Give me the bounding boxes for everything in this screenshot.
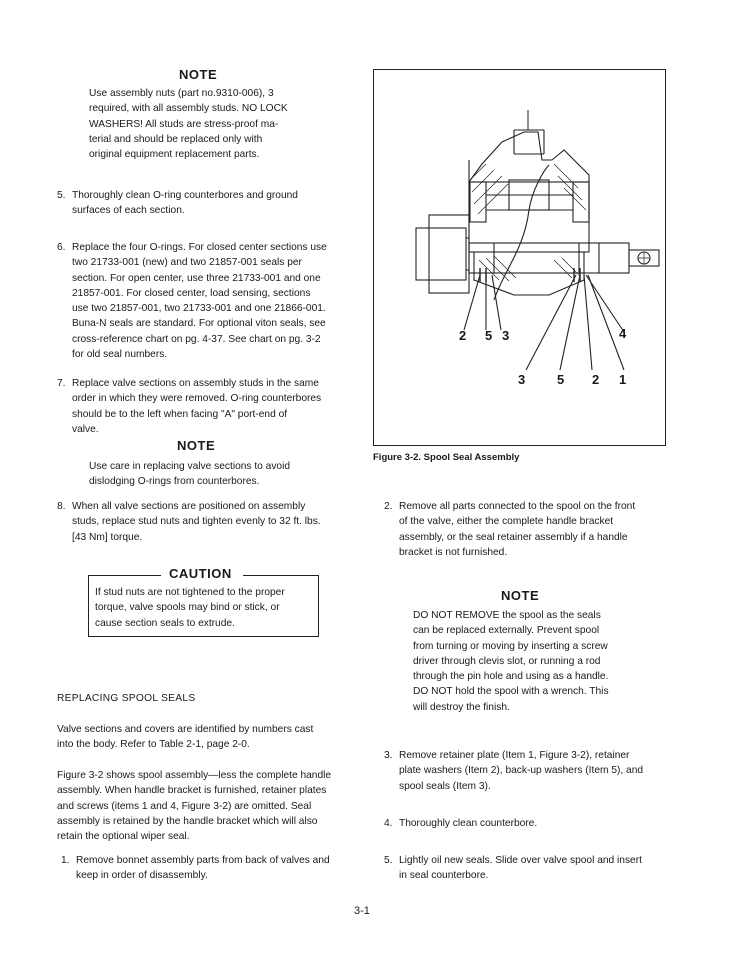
note-1-title: NOTE [179, 67, 218, 82]
step-1-left: 1. Remove bonnet assembly parts from back of valves and keep in order of disassembly. [61, 855, 330, 882]
spool-seal-assembly-drawing [374, 70, 665, 445]
caution-rule-left [88, 575, 161, 576]
callout-top-2: 5 [485, 328, 493, 343]
callout-top-3: 3 [502, 328, 510, 343]
caution-title: CAUTION [169, 566, 232, 581]
callout-top-4: 4 [619, 326, 627, 341]
callout-bottom-4: 1 [619, 372, 627, 387]
figure-3-2-frame [373, 69, 666, 446]
step-8-left: 8. When all valve sections are positioned on assembly studs, replace stud nuts and tighten evenly to 32 ft. lbs. [43 Nm] torque. [57, 501, 321, 543]
note-1-body: Use assembly nuts (part no.9310-006), 3 required, with all assembly studs. NO LOCK WASHERS! All studs are stress-proof ma- terial and should be replaced only with original equipment replacement parts. [89, 88, 288, 161]
callout-bottom-3: 2 [592, 372, 600, 387]
note-3-title: NOTE [501, 588, 540, 603]
step-2-right: 2. Remove all parts connected to the spool on the front of the valve, either the complete handle bracket assembly, or the seal retainer assembly if a handle bracket is not furnished. [384, 501, 636, 558]
note-2-title: NOTE [177, 438, 216, 453]
note-3-body: DO NOT REMOVE the spool as the seals can be replaced externally. Prevent spool from turning or moving by inserting a screw driver through clevis slot, or running a rod through the pin hole and using as a handle. DO NOT hold the spool with a wrench. This will destroy the finish. [413, 610, 609, 713]
note-2-body: Use care in replacing valve sections to avoid dislodging O-rings from counterbores. [89, 461, 291, 488]
caution-box [88, 566, 319, 637]
callout-bottom-2: 5 [557, 372, 565, 387]
paragraph-2: Figure 3-2 shows spool assembly—less the complete handle assembly. When handle bracket is furnished, retainer plates and screws (items 1 and 4, Figure 3-2) are omitted. Seal assembly is retained by the handle bracket which will also retain the optional wiper seal. [57, 770, 332, 843]
paragraph-1: Valve sections and covers are identified by numbers cast into the body. Refer to Table 2-1, page 2-0. [57, 724, 314, 751]
step-3-right: 3. Remove retainer plate (Item 1, Figure 3-2), retainer plate washers (Item 2), back-up washers (Item 5), and spool seals (Item 3). [384, 750, 644, 792]
caution-body: If stud nuts are not tightened to the proper torque, valve spools may bind or stick, or cause section seals to extrude. [95, 587, 285, 629]
step-7-left: 7. Replace valve sections on assembly studs in the same order in which they were removed. O-ring counterbores should be to the left when facing "A" port-end of valve. [57, 378, 322, 435]
step-4-right: 4. Thoroughly clean counterbore. [384, 818, 538, 829]
step-5-left: 5. Thoroughly clean O-ring counterbores and ground surfaces of each section. [57, 190, 298, 217]
callout-top-1: 2 [459, 328, 467, 343]
step-5-right: 5. Lightly oil new seals. Slide over valve spool and insert in seal counterbore. [384, 855, 642, 882]
callout-bottom-1: 3 [518, 372, 526, 387]
step-6-left: 6. Replace the four O-rings. For closed center sections use two 21733-001 (new) and two 21857-001 seals per section. For open center, use three 21733-001 and one 21857-001. For closed center, load sensing, sections use two 21857-001, two 21733-001 and one 21866-001. Buna-N seals are standard. For optional viton seals, see cross-reference chart on pg. 4-37. See chart on pg. 3-2 for old seal numbers. [57, 242, 327, 361]
section-heading: REPLACING SPOOL SEALS [57, 693, 196, 704]
figure-caption: Figure 3-2. Spool Seal Assembly [373, 452, 520, 463]
page-number: 3-1 [354, 905, 370, 917]
caution-rule-right [243, 575, 319, 576]
